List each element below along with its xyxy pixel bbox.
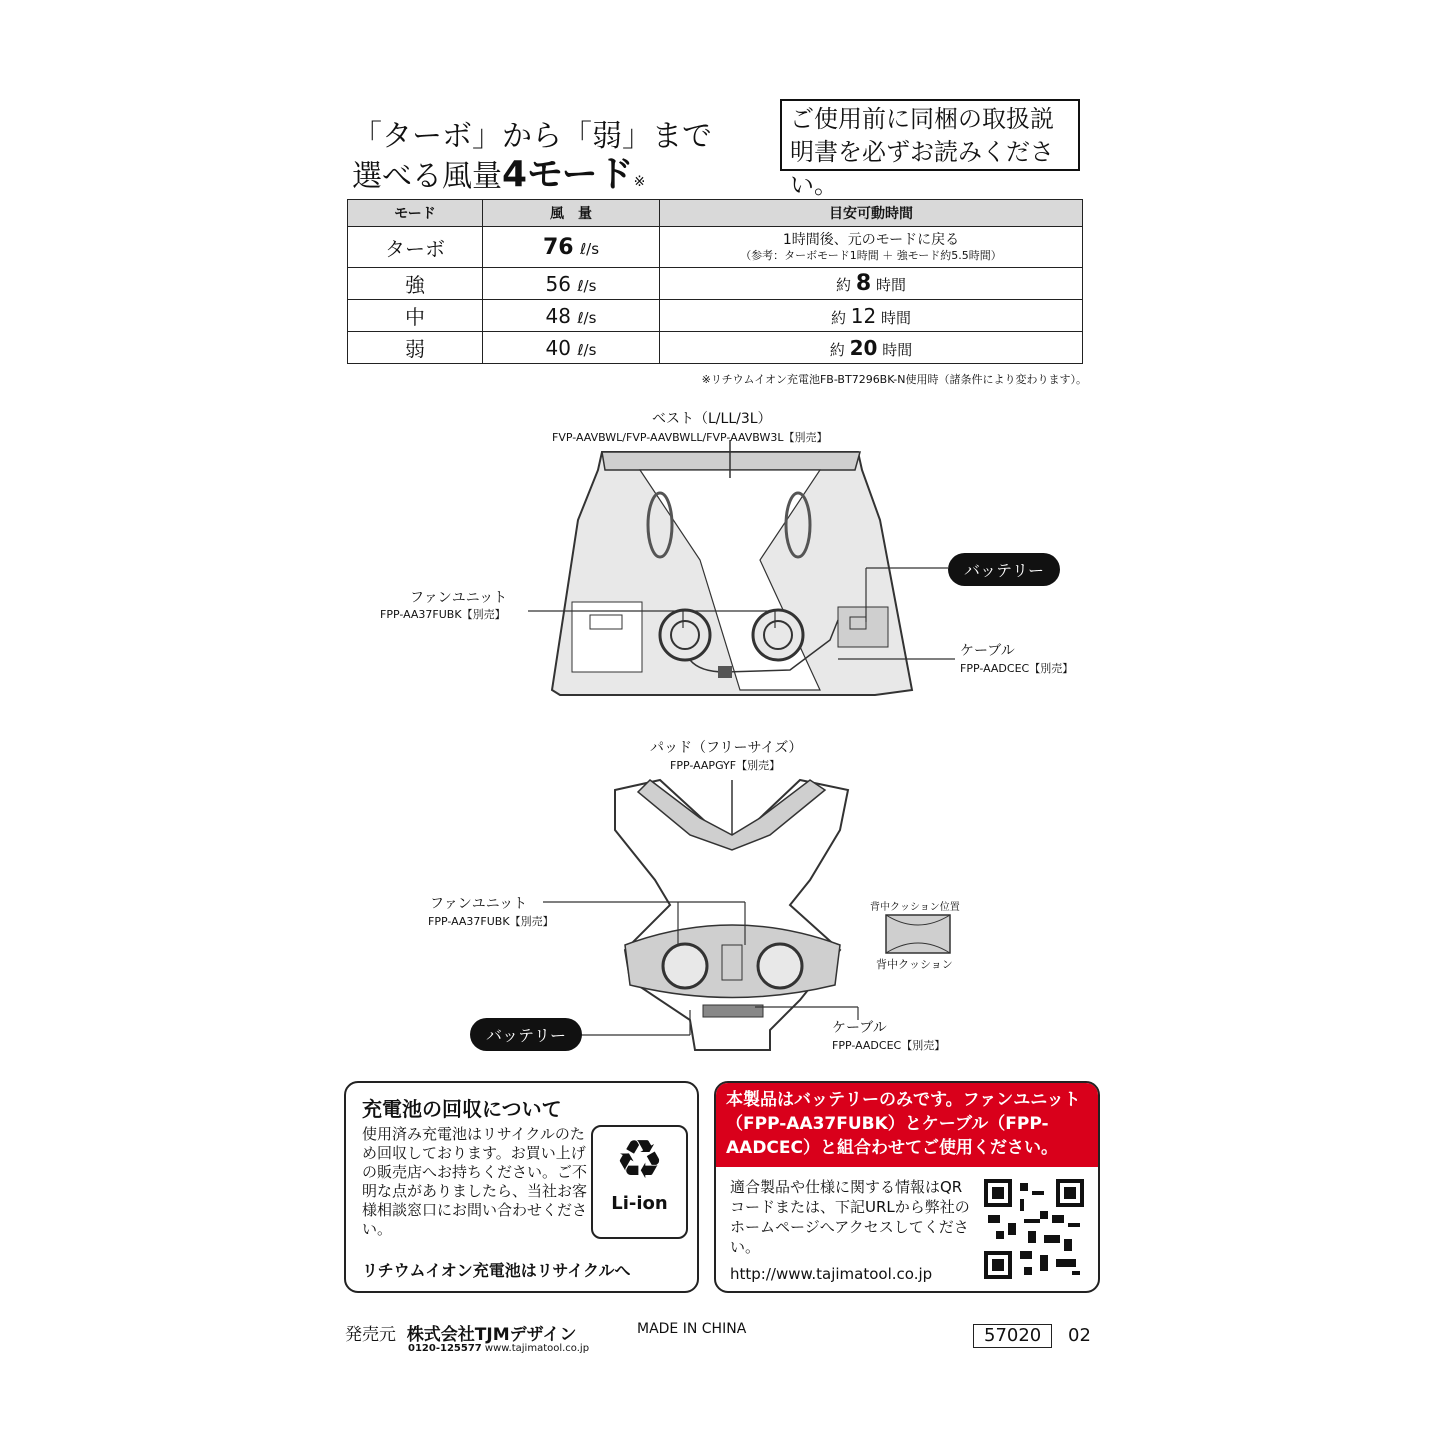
mode-cell: 弱 (348, 332, 483, 364)
vest-label: ベスト（L/LL/3L） (652, 411, 772, 427)
cable-model: FPP-AADCEC【別売】 (960, 662, 1074, 675)
mode-cell: 中 (348, 300, 483, 332)
info-text: 適合製品や仕様に関する情報はQRコードまたは、下記URLから弊社のホームページへアクセスしてください。 (730, 1178, 970, 1256)
li-ion-text: Li-ion (611, 1193, 668, 1214)
cushion-label: 背中クッション (876, 958, 953, 971)
mode-cell: ターボ (348, 227, 483, 268)
headline-line2: 選べる風量 (352, 159, 502, 194)
flow-cell: 56 ℓ/s (483, 268, 660, 300)
time-cell: 1時間後、元のモードに戻る （参考：ターボモード1時間 ＋ 強モード約5.5時間） (660, 227, 1083, 268)
recycle-title: 充電池の回収について (362, 1097, 562, 1121)
time-cell: 約 8 時間 (660, 268, 1083, 300)
site-url: www.tajimatool.co.jp (484, 1343, 590, 1354)
header-flow: 風 量 (483, 200, 660, 227)
battery-tag-2: バッテリー (470, 1018, 582, 1051)
flow-cell: 48 ℓ/s (483, 300, 660, 332)
fan-unit-model: FPP-AA37FUBK【別売】 (380, 608, 506, 621)
phone-number: 0120-125577 (408, 1343, 482, 1354)
li-ion-badge (591, 1125, 688, 1239)
recycle-body: 使用済み充電池はリサイクルのため回収しております。お買い上げの販売店へお持ちください。ご不明な点がありましたら、当社お客様相談窓口にお問い合わせください。 (362, 1125, 588, 1238)
cushion-position-label: 背中クッション位置 (870, 902, 960, 913)
time-cell: 約 20 時間 (660, 332, 1083, 364)
time-cell: 約 12 時間 (660, 300, 1083, 332)
product-code-suffix: 02 (1068, 1325, 1091, 1346)
manual-notice: ご使用前に同梱の取扱説明書を必ずお読みください。 (780, 99, 1080, 171)
flow-cell: 76 ℓ/s (483, 227, 660, 268)
headline-modes: 4モード (502, 154, 634, 195)
fan-unit-model-2: FPP-AA37FUBK【別売】 (428, 915, 554, 928)
company-name: 株式会社TJMデザイン (406, 1325, 577, 1345)
seller (345, 1320, 576, 1345)
seller-label: 発売元 (345, 1325, 396, 1345)
battery-tag: バッテリー (948, 553, 1060, 586)
headline-mark: ※ (633, 174, 646, 190)
product-code: 57020 (973, 1324, 1052, 1348)
header-time: 目安可動時間 (660, 200, 1083, 227)
qr-code-icon[interactable] (984, 1179, 1084, 1279)
cable-model-2: FPP-AADCEC【別売】 (832, 1039, 946, 1052)
made-in: MADE IN CHINA (637, 1321, 747, 1337)
flow-cell: 40 ℓ/s (483, 332, 660, 364)
vest-models: FVP-AAVBWL/FVP-AAVBWLL/FVP-AAVBW3L【別売】 (552, 431, 828, 444)
contact (408, 1343, 589, 1354)
recycle-tail: リチウムイオン充電池はリサイクルへ (362, 1261, 631, 1280)
headline-line1: 「ターボ」から「弱」まで (352, 119, 712, 154)
header-mode: モード (348, 200, 483, 227)
recycle-box (344, 1081, 699, 1293)
fan-unit-label-2: ファンユニット (430, 896, 528, 912)
website-link[interactable]: http://www.tajimatool.co.jp (730, 1265, 933, 1283)
battery-only-warning: 本製品はバッテリーのみです。ファンユニット（FPP-AA37FUBK）とケーブル（FPP-AADCEC）と組合わせてご使用ください。 (716, 1083, 1098, 1167)
cable-label: ケーブル (960, 643, 1015, 659)
pad-label: パッド（フリーサイズ） (650, 740, 803, 756)
recycle-icon: ♻ (615, 1128, 664, 1191)
pad-model: FPP-AAPGYF【別売】 (670, 759, 781, 772)
cable-label-2: ケーブル (832, 1020, 887, 1036)
info-box (714, 1081, 1100, 1293)
fan-unit-label: ファンユニット (410, 590, 508, 606)
mode-cell: 強 (348, 268, 483, 300)
table-footnote: ※リチウムイオン充電池FB-BT7296BK-N使用時（諸条件により変わります）。 (701, 373, 1087, 386)
